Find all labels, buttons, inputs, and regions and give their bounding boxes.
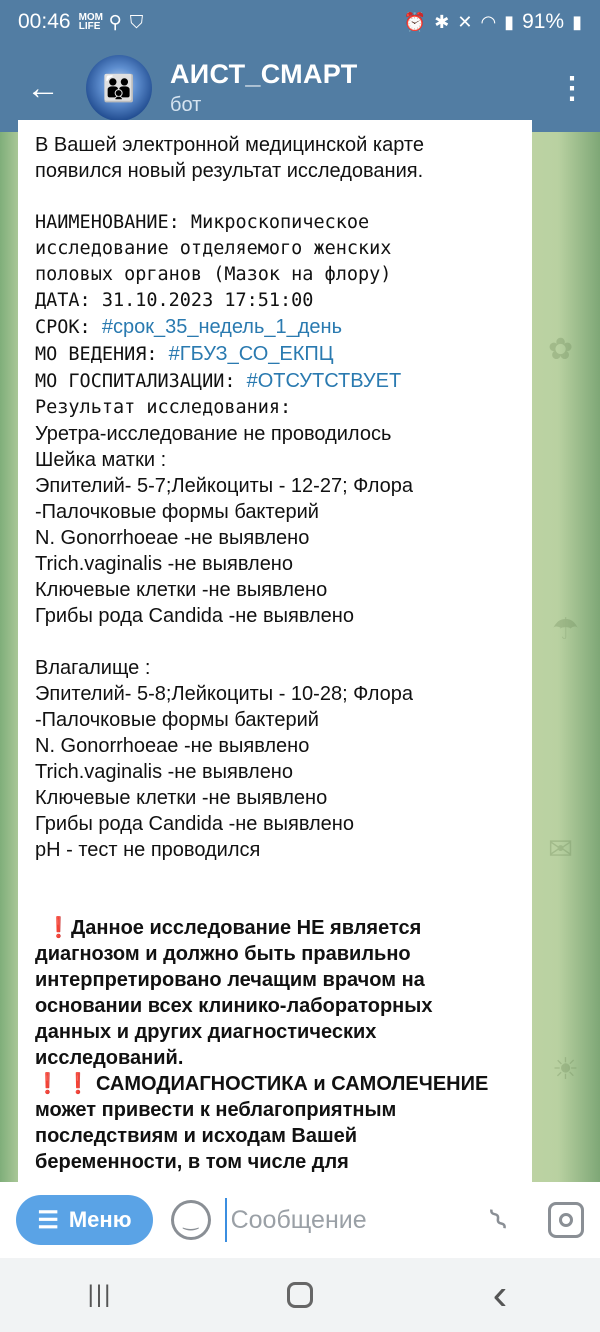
stork-family-icon: 👪 (102, 72, 136, 103)
warning-line: беременности, в том числе для (35, 1151, 349, 1173)
status-time: 00:46 (18, 10, 71, 33)
cervix-line: Шейка матки : (35, 449, 167, 471)
vagina-line: N. Gonorrhoeae -не выявлено (35, 735, 310, 757)
term-line (35, 314, 516, 341)
cervix-line: -Палочковые формы бактерий (35, 501, 319, 523)
study-name-line: половых органов (Мазок на флору) (35, 264, 392, 285)
mo-hosp-label: МО ГОСПИТАЛИЗАЦИИ: (35, 371, 247, 392)
alarm-icon: ⏰ (403, 11, 427, 32)
recent-apps-icon[interactable]: ||| (87, 1281, 113, 1308)
emoji-icon[interactable]: ‿ (171, 1200, 211, 1240)
warning-line: исследований. (35, 1047, 184, 1069)
message-input[interactable] (225, 1198, 461, 1242)
system-back-icon[interactable]: ‹ (492, 1270, 508, 1319)
camera-icon[interactable] (548, 1202, 584, 1238)
study-name-value: Микроскопическое (179, 212, 370, 233)
doodle-decoration: ✉ (548, 833, 574, 866)
mo-hosp-hashtag-link[interactable]: #ОТСУТСТВУЕТ (246, 370, 402, 392)
mo-lead-hashtag-link[interactable]: #ГБУЗ_СО_ЕКПЦ (168, 343, 334, 365)
mo-lead-line (35, 341, 516, 368)
message-intro-line: В Вашей электронной медицинской карте (35, 134, 424, 156)
more-options-icon[interactable]: ⋮ (557, 71, 587, 105)
menu-button-label: Меню (68, 1207, 132, 1232)
exclamation-icon: ❗ ❗ (35, 1073, 91, 1095)
search-icon: ⚲ (108, 11, 122, 32)
menu-icon: ☰ (37, 1206, 59, 1234)
urethra-result: Уретра-исследование не проводилось (35, 423, 392, 445)
battery-level: 91% (522, 10, 565, 33)
bot-menu-button[interactable] (16, 1195, 153, 1245)
study-name-label: НАИМЕНОВАНИЕ: (35, 212, 180, 233)
mo-lead-label: МО ВЕДЕНИЯ: (35, 344, 169, 365)
avatar[interactable] (86, 55, 152, 121)
home-icon[interactable] (250, 1265, 350, 1325)
battery-icon: ▮ (572, 11, 582, 32)
doodle-decoration: ✿ (548, 333, 574, 366)
vagina-line: Эпителий- 5-8;Лейкоциты - 10-28; Флора (35, 683, 413, 705)
term-label: СРОК: (35, 317, 102, 338)
message-input-bar (0, 1182, 600, 1258)
warning-text: САМОДИАГНОСТИКА и САМОЛЕЧЕНИЕ (95, 1073, 489, 1095)
vagina-line: Trich.vaginalis -не выявлено (35, 761, 293, 783)
cervix-line: Ключевые клетки -не выявлено (35, 579, 328, 601)
bluetooth-icon: ✱ (434, 11, 450, 32)
cervix-line: N. Gonorrhoeae -не выявлено (35, 527, 310, 549)
vagina-line: Грибы рода Candida -не выявлено (35, 813, 354, 835)
vagina-line: -Палочковые формы бактерий (35, 709, 319, 731)
warning-line: может привести к неблагоприятным (35, 1099, 397, 1121)
chat-background (0, 132, 600, 1182)
vagina-line: pH - тест не проводился (35, 839, 261, 861)
warning-line: данных и других диагностических (35, 1021, 377, 1043)
mute-icon: ✕ (457, 11, 473, 32)
back-arrow-icon[interactable]: ← (26, 68, 60, 107)
signal-icon: ▮ (504, 11, 515, 32)
vagina-line: Ключевые клетки -не выявлено (35, 787, 328, 809)
wifi-icon: ◠ (480, 11, 497, 32)
chat-header (0, 44, 600, 132)
warning-text: Данное исследование НЕ является (71, 917, 422, 939)
result-label: Результат исследования: (35, 397, 292, 418)
warning-line: интерпретировано лечащим врачом на (35, 969, 425, 991)
doodle-decoration: ☂ (552, 613, 579, 646)
cervix-line: Trich.vaginalis -не выявлено (35, 553, 293, 575)
chat-title-block[interactable] (170, 59, 358, 117)
doodle-decoration: ☀ (552, 1053, 579, 1086)
term-hashtag-link[interactable]: #срок_35_недель_1_день (101, 316, 343, 338)
warning-line (35, 1071, 516, 1097)
status-bar (0, 0, 600, 44)
study-name-line: исследование отделяемого женских (35, 238, 392, 259)
study-name-line (35, 210, 516, 236)
message-intro-line: появился новый результат исследования. (35, 160, 424, 182)
attach-icon[interactable]: ⌇ (482, 1202, 514, 1238)
warning-line: основании всех клинико-лабораторных (35, 995, 433, 1017)
vagina-line: Влагалище : (35, 657, 151, 679)
shield-icon: ⛉ (129, 11, 144, 32)
warning-line: диагнозом и должно быть правильно (35, 943, 411, 965)
study-date: ДАТА: 31.10.2023 17:51:00 (35, 290, 314, 311)
mom-life-icon: MOM LIFE (78, 12, 104, 32)
exclamation-icon: ❗ (46, 917, 72, 939)
warning-line: последствиям и исходам Вашей (35, 1125, 358, 1147)
cervix-line: Грибы рода Candida -не выявлено (35, 605, 354, 627)
warning-line (35, 915, 516, 941)
chat-title: АИСТ_СМАРТ (170, 59, 358, 89)
mo-hosp-line (35, 368, 516, 395)
cervix-line: Эпителий- 5-7;Лейкоциты - 12-27; Флора (35, 475, 413, 497)
system-nav-bar (0, 1258, 600, 1332)
chat-subtitle: бот (170, 94, 202, 116)
message-bubble[interactable] (18, 120, 532, 1200)
